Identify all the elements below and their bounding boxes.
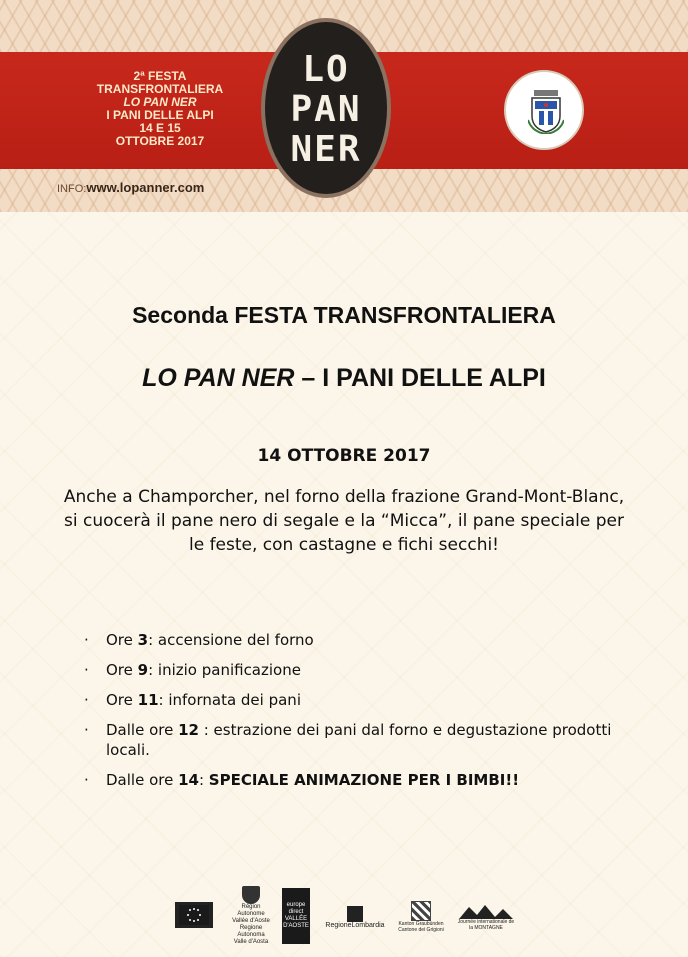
bullet-icon: · (84, 631, 89, 649)
bullet-icon: · (84, 661, 89, 679)
info-line (57, 180, 204, 195)
info-url[interactable]: www.lopanner.com (86, 180, 205, 195)
info-prefix: INFO: (57, 183, 87, 195)
logo-line-ner: NER (290, 129, 362, 170)
list-item: · Ore 11: infornata dei pani (84, 691, 301, 709)
bullet-icon: · (84, 721, 89, 739)
logo-line-pan: PAN (290, 89, 362, 130)
festa-month: OTTOBRE 2017 (115, 134, 205, 148)
page-title: Seconda FESTA TRANSFRONTALIERA (132, 302, 556, 328)
program-list (84, 630, 644, 800)
logo-line-lo: LO (302, 49, 350, 90)
event-title-rest: – I PANI DELLE ALPI (294, 364, 546, 392)
sponsor-logos (0, 872, 688, 957)
festa-info-block (60, 70, 260, 148)
municipal-crest-icon (504, 70, 584, 150)
festa-edition: 2ª FESTA (133, 69, 187, 83)
festa-name: LO PAN NER (123, 95, 197, 109)
logo-text (265, 50, 387, 170)
event-title-italic: LO PAN NER (142, 364, 295, 392)
eu-stars-icon (179, 905, 209, 925)
regione-lombardia-logo: RegioneLombardia (318, 902, 392, 932)
lo-pan-ner-logo (261, 18, 391, 198)
bullet-icon: · (84, 771, 89, 789)
valle-aosta-logo: Région Autonome Vallée d'Aoste Regione Autonoma Valle d'Aosta (228, 886, 274, 946)
list-item: · Dalle ore 14: SPECIALE ANIMAZIONE PER I BIMBI!! (84, 771, 520, 789)
eu-flag-icon (175, 902, 213, 928)
montagne-logo: Journée internationale de la MONTAGNE (452, 894, 520, 940)
festa-type: TRANSFRONTALIERA (96, 82, 224, 96)
vda-shield-icon (242, 886, 260, 904)
list-item: · Ore 3: accensione del forno (84, 631, 314, 649)
festa-subtitle: I PANI DELLE ALPI (106, 108, 214, 122)
festa-days: 14 E 15 (139, 121, 181, 135)
lombardia-rose-icon (347, 906, 363, 922)
europe-direct-logo: europe direct VALLÉE D'AOSTE (282, 888, 310, 944)
graubuenden-crest-icon (411, 901, 431, 921)
graubuenden-logo: Kanton Graubünden Cantone dei Grigioni (395, 894, 447, 940)
list-item: · Dalle ore 12 : estrazione dei pani dal forno e degustazione prodotti locali. (84, 721, 612, 759)
event-description: Anche a Champorcher, nel forno della frazione Grand-Mont-Blanc, si cuocerà il pane nero di segale e la “Micca”, il pane speciale per le feste, con castagne e fichi secchi! (63, 487, 625, 555)
crest-shield-icon (528, 90, 564, 134)
bullet-icon: · (84, 691, 89, 709)
list-item: · Ore 9: inizio panificazione (84, 661, 301, 679)
event-date: 14 OTTOBRE 2017 (257, 446, 431, 466)
event-title (0, 364, 688, 393)
mountains-icon (459, 903, 513, 919)
